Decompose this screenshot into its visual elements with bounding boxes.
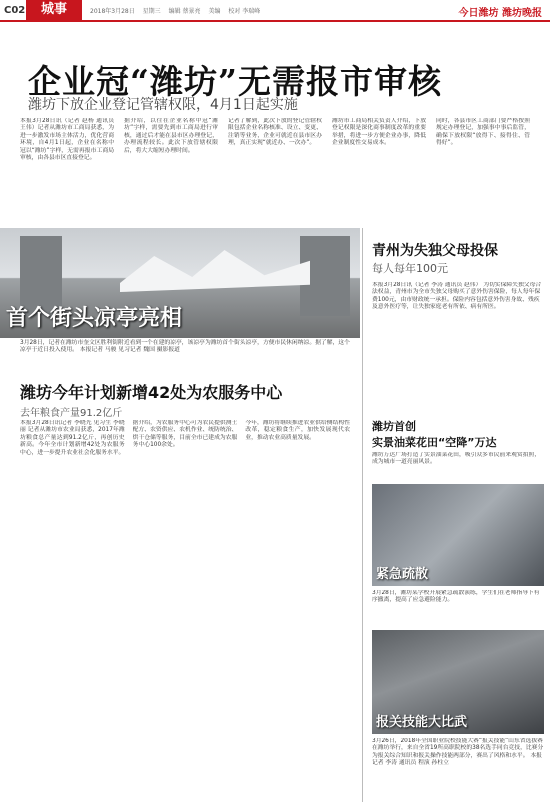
article2-byline: 本报3月28日讯记者 李晓光 见习生 李晓丽 [20, 420, 125, 434]
evacuation-photo-tag: 紧急疏散 [376, 567, 429, 582]
customs-caption [372, 738, 544, 802]
column-divider [362, 228, 363, 802]
meta-date: 2018年3月28日 [90, 8, 135, 15]
article2-col: 今年，潍坊将继续推进农业供给侧结构性改革，稳定粮食生产，加快发展现代农业，推动农业高质量发展。 [245, 420, 351, 441]
customs-photo-tag: 报关技能大比武 [376, 715, 468, 730]
article2-subtitle: 去年粮食产量91.2亿斤 [20, 408, 123, 419]
photo-overlay-title: 首个街头凉亭亮相 [6, 305, 183, 331]
meta-editor: 编辑 蔡景亮 [168, 8, 201, 15]
section-label: 城事 [26, 0, 82, 20]
article2-col: 据介绍，为农服务中心可为农民提供测土配方、农资供应、农机作业、统防统治、烘干仓储等服务，目前全市已建成为农服务中心100余处。 [132, 420, 238, 449]
evacuation-caption: 3月28日，潍坊某学校开展紧急疏散演练，学生们在老师指导下有序撤离，提高了应急避险能力。 [372, 590, 540, 604]
meta-designer: 美编 [208, 8, 221, 15]
right-article2-title: 潍坊首创 [372, 420, 416, 433]
article2-col [20, 420, 125, 596]
photo-caption: 3月28日，记者在潍坊市奎文区胜利街附近看到一个在建的凉亭，该凉亭为潍坊首个街头凉亭，方便市民休闲纳凉。据了解，这个凉亭于近日投入使用。 本报记者 马骏 见习记者 魏国 摄影报道 [20, 340, 350, 354]
page-header [0, 0, 550, 22]
article2-title: 潍坊今年计划新增42处为农服务中心 [20, 383, 283, 402]
meta-weekday: 星期三 [142, 8, 161, 15]
right-article1-body [372, 282, 542, 400]
main-article-body [20, 118, 530, 214]
right-article2-subtitle: 实景油菜花田“空降”万达 [372, 436, 497, 449]
right-article1-title: 青州为失独父母投保 [372, 243, 498, 259]
main-article-col: 本报3月28日讯（记者 赵杨 通讯员 王伟）记者从潍坊市工商局获悉，为进一步激发市场主体活力，优化营商环境，自4月1日起，企业在名称中冠以“潍坊”字样，无需再报市工商局审核，由各县市区直接登记。 [20, 118, 114, 162]
pavilion-photo [0, 228, 360, 338]
article2-body [20, 420, 350, 596]
meta-proofreader: 校对 李瑞峰 [228, 8, 261, 15]
main-article-col: 据介绍，以往在企业名称中冠“潍坊”字样，需要先到市工商局进行审核，通过后才能在县市区办理登记，办理流程较长。此次下放管辖权限后，将大大缩短办理时间。 [124, 118, 218, 154]
right-article1-text: 为切实保障失独父母合法权益，青州市为全市失独父母购买了意外伤害保险，每人每年保费100元，由市财政统一承担。保险内容包括意外伤害身故、残疾及意外医疗等，让失独家庭老有所依、病有所医。 [372, 282, 542, 311]
main-headline: 企业冠“潍坊”无需报市审核 [28, 62, 442, 101]
customs-contest-photo [372, 630, 544, 734]
header-meta [90, 6, 266, 15]
masthead-logo: 今日潍坊 潍坊晚报 [458, 8, 542, 19]
main-article-col: 同时，各县市区工商部门要严格按照规定办理登记，加强事中事后监管，确保下放权限“放得下、接得住、管得好”。 [436, 118, 530, 147]
evacuation-photo [372, 484, 544, 586]
right-article1-byline: 本报3月28日讯（记者 李涛 通讯员 赵伟） [372, 282, 482, 288]
main-article-col: 记者了解到，此次下放的登记管辖权限包括企业名称核准、设立、变更、注销等业务，企业可就近在县市区办理，真正实现“就近办、一次办”。 [228, 118, 322, 147]
customs-text: 3月26日，2018年全国职业院校技能大赛“报关技能”山东省选拔赛在潍坊举行，来自全省19所高职院校的38名选手同台竞技，比赛分为报关综合知识和报关操作技能两部分，赛出了风格和水平。 [372, 738, 544, 759]
main-article-col: 潍坊市工商局相关负责人介绍，下放登记权限是深化商事制度改革的重要举措，将进一步方便企业办事，降低企业制度性交易成本。 [332, 118, 426, 147]
article2-text: 记者从潍坊市农业局获悉，2017年潍坊粮食总产量达到91.2亿斤，再创历史新高。今年全市计划新增42处为农服务中心，进一步提升农业社会化服务水平。 [20, 427, 125, 456]
right-article2-body: 潍坊万达广场打造了实景油菜花田，吸引众多市民前来观赏拍照，成为城市一道亮丽风景。 [372, 452, 541, 466]
customs-byline: 本报记者 李涛 通讯员 程演 孙柱立 [372, 752, 542, 767]
right-article1-subtitle: 每人每年100元 [372, 262, 448, 275]
main-subhead: 潍坊下放企业登记管辖权限，4月1日起实施 [28, 97, 298, 113]
page-number: C02 [4, 5, 26, 16]
